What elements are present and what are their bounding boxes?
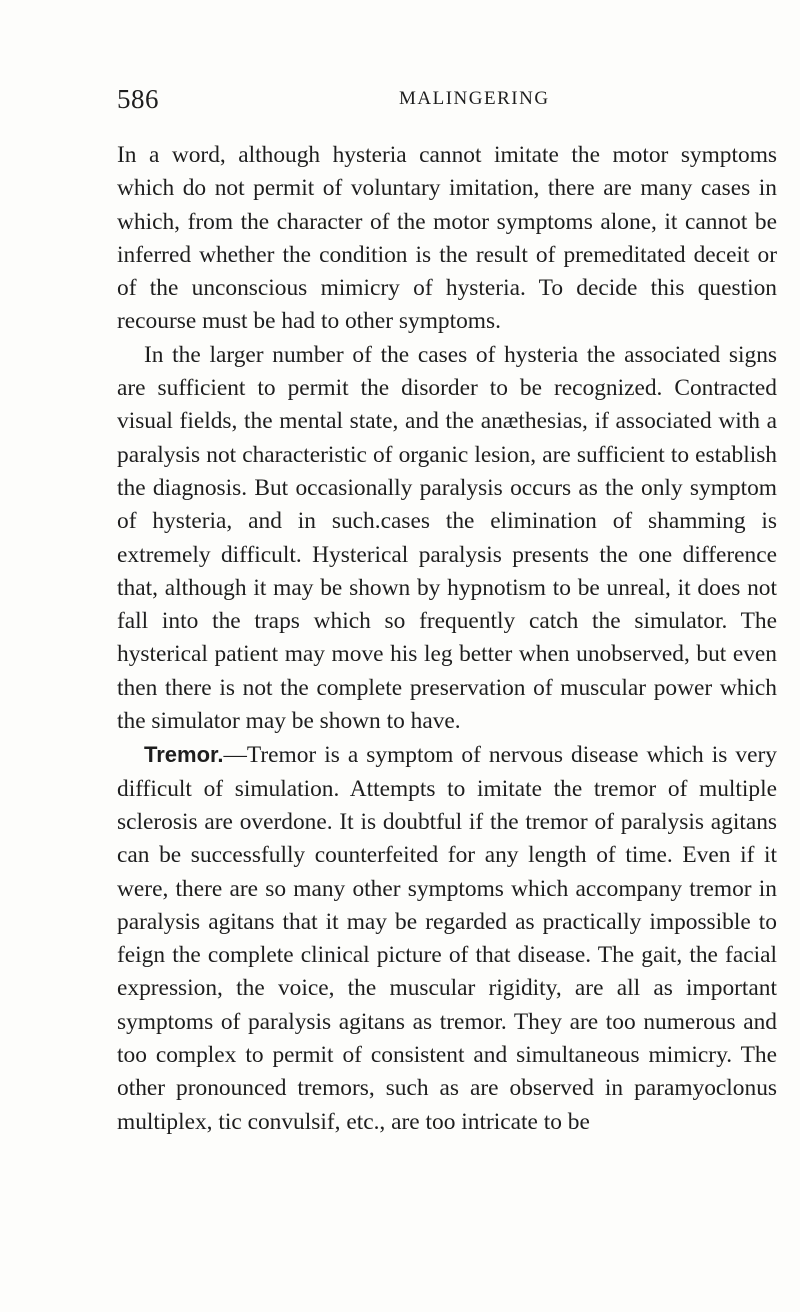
- page-number: 586: [117, 84, 159, 114]
- body-text: [117, 139, 777, 1139]
- paragraph: In the larger number of the cases of hysteria the associated signs are sufficient to permit the disorder to be recognized. Contracted visual fields, the mental state, and the anæthesias, if associated with a paralysis not characteristic of organic lesion, are sufficient to establish the diagnosis. But occasionally paralysis occurs as the only symptom of hysteria, and in such.cases the elimination of shamming is extremely difficult. Hysterical paralysis presents the one difference that, although it may be shown by hypnotism to be unreal, it does not fall into the traps which so frequently catch the simulator. The hysterical patient may move his leg better when unobserved, but even then there is not the complete preservation of muscular power which the simulator may be shown to have.: [117, 341, 777, 735]
- running-head: MALINGERING: [399, 88, 550, 109]
- paragraph: In a word, although hysteria cannot imitate the motor symptoms which do not permit of voluntary imitation, there are many cases in which, from the character of the motor symptoms alone, it cannot be inferred whether the condition is the result of premeditated deceit or of the unconscious mimicry of hysteria. To decide this question recourse must be had to other symptoms.: [117, 142, 777, 335]
- page-header: [117, 84, 777, 114]
- paragraph-tremor: [117, 738, 777, 1139]
- paragraph-text: —Tremor is a symptom of nervous disease which is very difficult of simulation. Attempts to imitate the tremor of multiple sclerosis are overdone. It is doubtful if the tremor of paralysis agitans can be successfully counterfeited for any length of time. Even if it were, there are so many other symptoms which accompany tremor in paralysis agitans that it may be regarded as practically impossible to feign the complete clinical picture of that disease. The gait, the facial expression, the voice, the muscular rigidity, are all as important symptoms of paralysis agitans as tremor. They are too numerous and too complex to permit of consistent and simultaneous mimicry. The other pronounced tremors, such as are observed in paramyoclonus multiplex, tic convulsif, etc., are too intricate to be: [117, 742, 777, 1135]
- section-heading-tremor: Tremor.: [144, 742, 224, 768]
